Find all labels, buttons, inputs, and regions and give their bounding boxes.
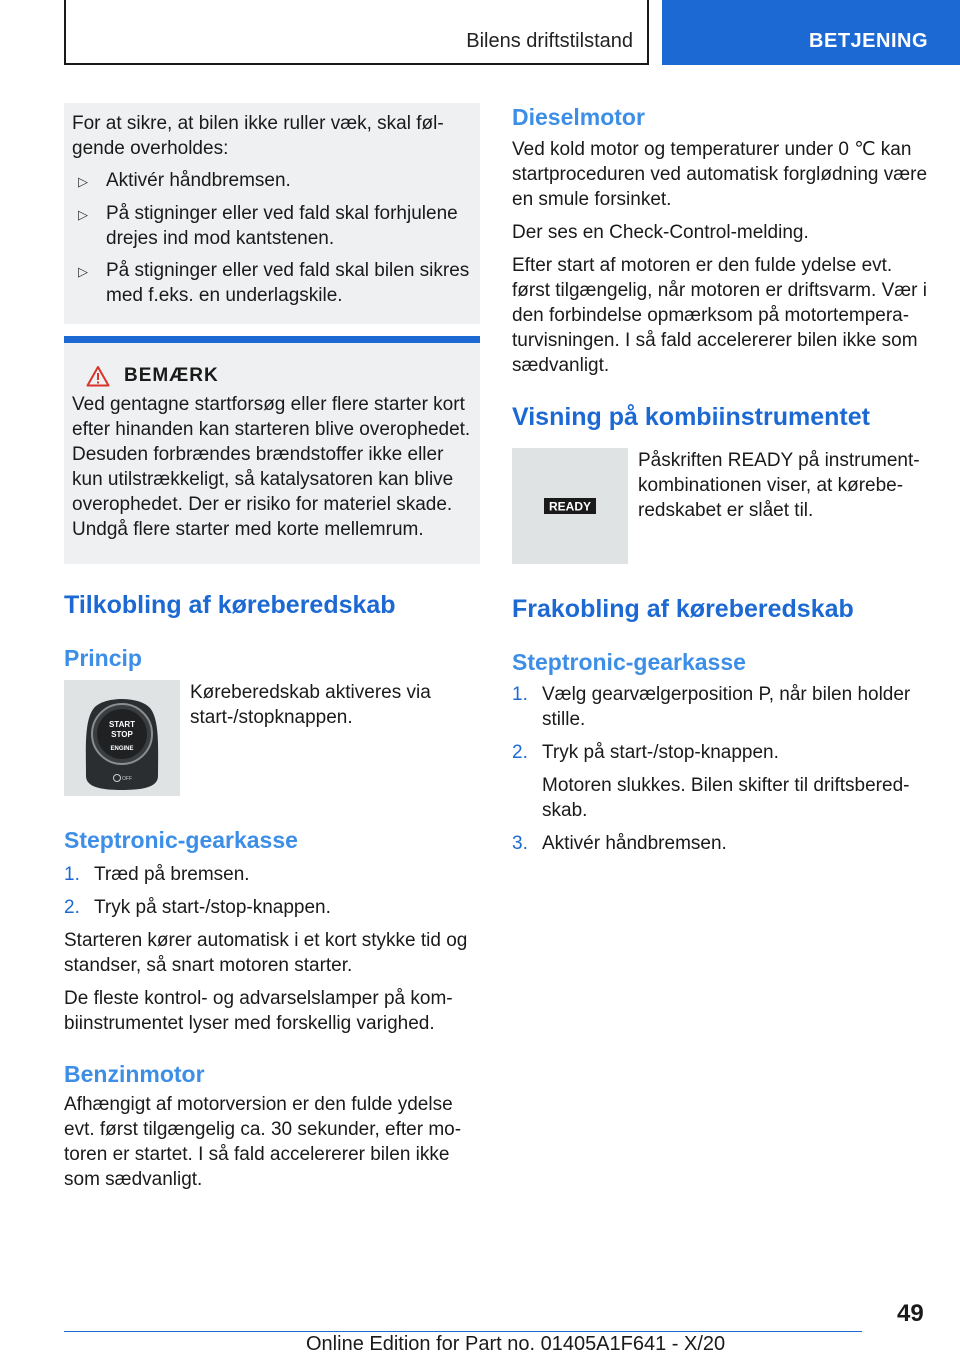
header-section-box bbox=[64, 0, 649, 65]
paragraph-diesel-cold: Ved kold motor og temperaturer under 0 ℃ kan startproceduren ved automatisk forglødning være en smule forsinket. bbox=[512, 139, 928, 210]
heading-tilkobling: Tilkobling af køreberedskab bbox=[64, 591, 396, 619]
heading-dieselmotor: Dieselmotor bbox=[512, 104, 645, 130]
start-stop-button-icon bbox=[64, 680, 180, 796]
parking-safety-box bbox=[64, 103, 480, 324]
header-chapter-tab bbox=[662, 0, 960, 65]
warning-triangle-icon bbox=[86, 365, 110, 387]
list-item: ▷ Aktivér håndbremsen. bbox=[72, 168, 472, 194]
notice-text: Ved gentagne startforsøg eller flere starter kort efter hinanden kan starteren blive overophedet. Desuden forbrændes brændstoffer ikke eller kun utilstrækkeligt, så katalysatoren kan blive overophedet. Der er risiko for materiel skade. Undgå flere starter med korte mellemrum. bbox=[72, 394, 471, 540]
footer-divider bbox=[64, 1331, 862, 1332]
heading-frakobling: Frakobling af køreberedskab bbox=[512, 595, 854, 623]
bullet-marker: ▷ bbox=[78, 264, 88, 279]
heading-steptronic-start: Steptronic-gearkasse bbox=[64, 827, 298, 853]
bullet-marker: ▷ bbox=[78, 207, 88, 222]
paragraph-check-control: Der ses en Check-Control-melding. bbox=[512, 222, 809, 243]
parking-intro: For at sikre, at bilen ikke ruller væk, skal føl-gende overholdes: bbox=[72, 113, 444, 159]
svg-text:READY: READY bbox=[548, 499, 592, 514]
list-item: 1. Vælg gearvælgerposition P, når bilen holder stille. bbox=[512, 684, 911, 730]
heading-princip: Princip bbox=[64, 645, 142, 671]
list-item: 3. Aktivér håndbremsen. bbox=[512, 833, 727, 854]
paragraph-diesel-warm: Efter start af motoren er den fulde ydelse evt. først tilgængelig, når motoren er driftsvarm. Vær i den forbindelse opmærksom på motortempera-turvisningen. I så fald accelererer bilen ikke som sædvanligt. bbox=[512, 255, 927, 376]
heading-steptronic-stop: Steptronic-gearkasse bbox=[512, 649, 746, 675]
svg-text:ENGINE: ENGINE bbox=[110, 746, 134, 752]
bullet-marker: ▷ bbox=[78, 174, 88, 189]
left-column bbox=[64, 103, 480, 1192]
list-item: 2. Tryk på start-/stop-knappen. bbox=[64, 897, 331, 918]
list-item: ▷ På stigninger eller ved fald skal forhjulene drejes ind mod kantstenen. bbox=[72, 201, 472, 251]
right-column bbox=[512, 103, 932, 856]
notice-box bbox=[64, 336, 480, 564]
ready-display-image bbox=[512, 448, 628, 564]
visning-row bbox=[512, 448, 932, 564]
list-item: 2. Tryk på start-/stop-knappen. bbox=[512, 742, 779, 763]
princip-text: Køreberedskab aktiveres via start-/stopknappen. bbox=[190, 682, 431, 728]
list-item: 1. Træd på bremsen. bbox=[64, 864, 250, 885]
princip-row bbox=[64, 680, 480, 796]
list-item: ▷ På stigninger eller ved fald skal bilen sikres med f.eks. en underlagskile. bbox=[72, 258, 472, 308]
header-section-title: Bilens driftstilstand bbox=[466, 30, 633, 52]
svg-text:STOP: STOP bbox=[111, 730, 133, 739]
notice-title: BEMÆRK bbox=[124, 365, 219, 386]
paragraph-starter: Starteren kører automatisk i et kort stykke tid og standser, så snart motoren starter. bbox=[64, 930, 468, 976]
notice-header bbox=[72, 363, 472, 388]
ready-indicator-icon bbox=[512, 448, 628, 564]
heading-benzinmotor: Benzinmotor bbox=[64, 1061, 205, 1087]
svg-text:OFF: OFF bbox=[122, 776, 132, 782]
header-chapter-title: BETJENING bbox=[809, 30, 928, 52]
heading-visning: Visning på kombiinstrumentet bbox=[512, 403, 870, 431]
paragraph-benzinmotor: Afhængigt af motorversion er den fulde ydelse evt. først tilgængelig ca. 30 sekunder, efter mo-toren er startet. I så fald accelererer bilen ikke som sædvanligt. bbox=[64, 1094, 462, 1190]
page-number: 49 bbox=[897, 1300, 924, 1327]
footer-edition: Online Edition for Part no. 01405A1F641 - X/20 bbox=[306, 1333, 726, 1355]
visning-text: Påskriften READY på instrument-kombinationen viser, at kørebe-redskabet er slået til. bbox=[638, 450, 920, 521]
paragraph-lamps: De fleste kontrol- og advarselslamper på kom-biinstrumentet lyser med forskellig varighed. bbox=[64, 988, 453, 1034]
step-note: Motoren slukkes. Bilen skifter til driftsbered-skab. bbox=[542, 775, 910, 821]
start-stop-button-image bbox=[64, 680, 180, 796]
svg-text:START: START bbox=[108, 720, 136, 729]
